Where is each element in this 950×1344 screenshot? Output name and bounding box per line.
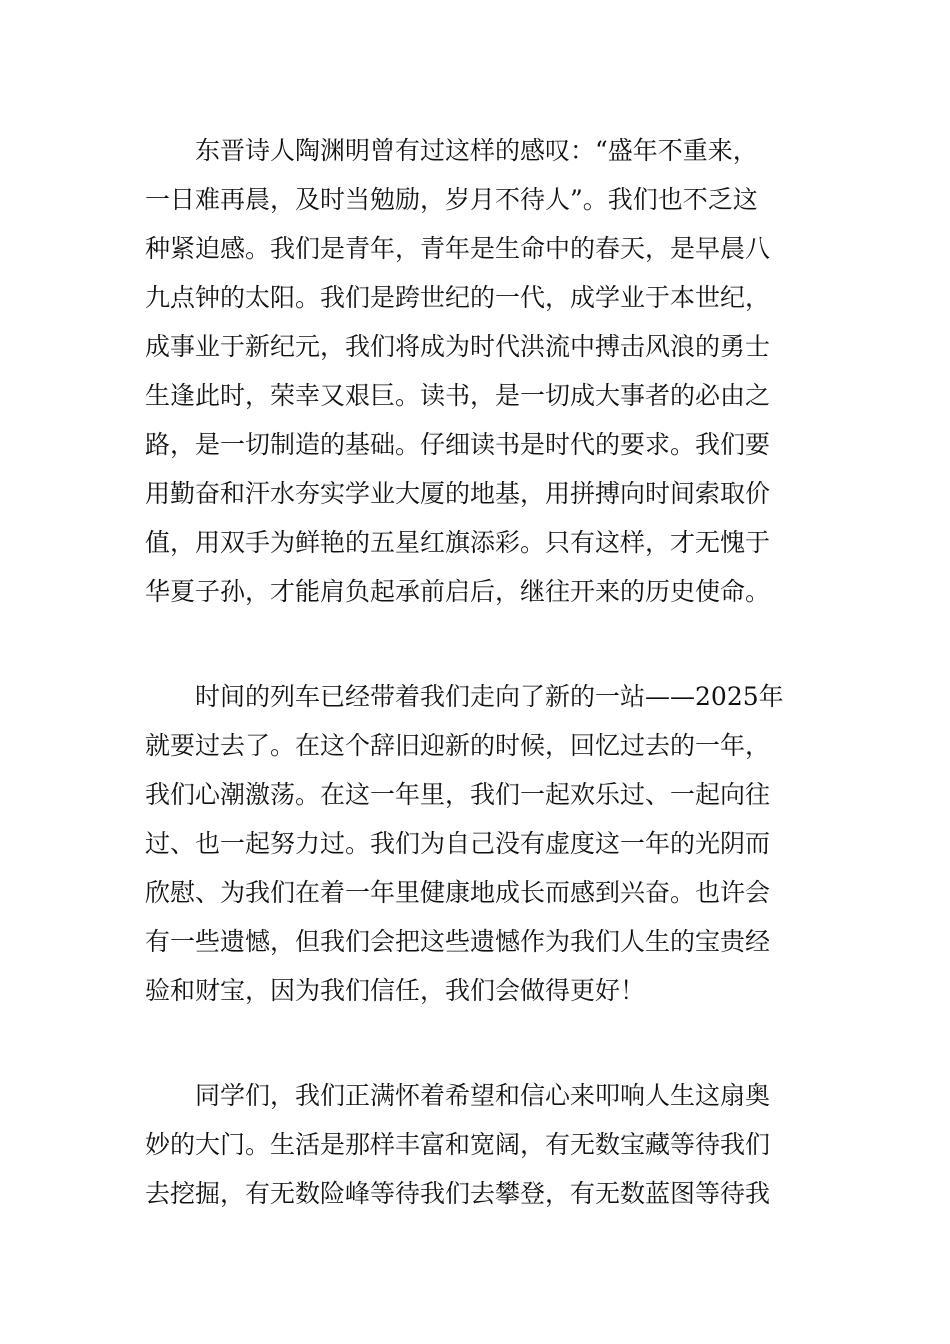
text-line: 九点钟的太阳。我们是跨世纪的一代，成学业于本世纪， (145, 283, 771, 312)
text-line: 路，是一切制造的基础。仔细读书是时代的要求。我们要 (145, 430, 771, 459)
text-line: 过、也一起努力过。我们为自己没有虚度这一年的光阴而 (145, 829, 771, 858)
text-line: 值，用双手为鲜艳的五星红旗添彩。只有这样，才无愧于 (145, 528, 771, 557)
text-line: 华夏子孙，才能肩负起承前启后，继往开来的历史使命。 (145, 577, 771, 606)
text-line: 一日难再晨，及时当勉励，岁月不待人”。我们也不乏这 (145, 185, 758, 214)
text-line: 生逢此时，荣幸又艰巨。读书，是一切成大事者的必由之 (145, 381, 771, 410)
text-line: 我们心潮激荡。在这一年里，我们一起欢乐过、一起向往 (145, 780, 771, 809)
text-line: 欣慰、为我们在着一年里健康地成长而感到兴奋。也许会 (145, 878, 771, 907)
text-line: 东晋诗人陶渊明曾有过这样的感叹：“盛年不重来， (195, 136, 758, 165)
text-line: 种紧迫感。我们是青年，青年是生命中的春天，是早晨八 (145, 234, 771, 263)
text-line: 去挖掘，有无数险峰等待我们去攀登，有无数蓝图等待我 (145, 1179, 771, 1208)
text-line: 验和财宝，因为我们信任，我们会做得更好！ (145, 976, 646, 1005)
text-line: 有一些遗憾，但我们会把这些遗憾作为我们人生的宝贵经 (145, 927, 771, 956)
text-line: 同学们，我们正满怀着希望和信心来叩响人生这扇奥 (195, 1081, 771, 1110)
text-line: 用勤奋和汗水夯实学业大厦的地基，用拼搏向时间索取价 (145, 479, 771, 508)
text-line: 成事业于新纪元，我们将成为时代洪流中搏击风浪的勇士 (145, 332, 771, 361)
text-line: 妙的大门。生活是那样丰富和宽阔，有无数宝藏等待我们 (145, 1130, 771, 1159)
text-line: 时间的列车已经带着我们走向了新的一站——2025年 (195, 682, 784, 711)
text-line: 就要过去了。在这个辞旧迎新的时候，回忆过去的一年， (145, 731, 771, 760)
